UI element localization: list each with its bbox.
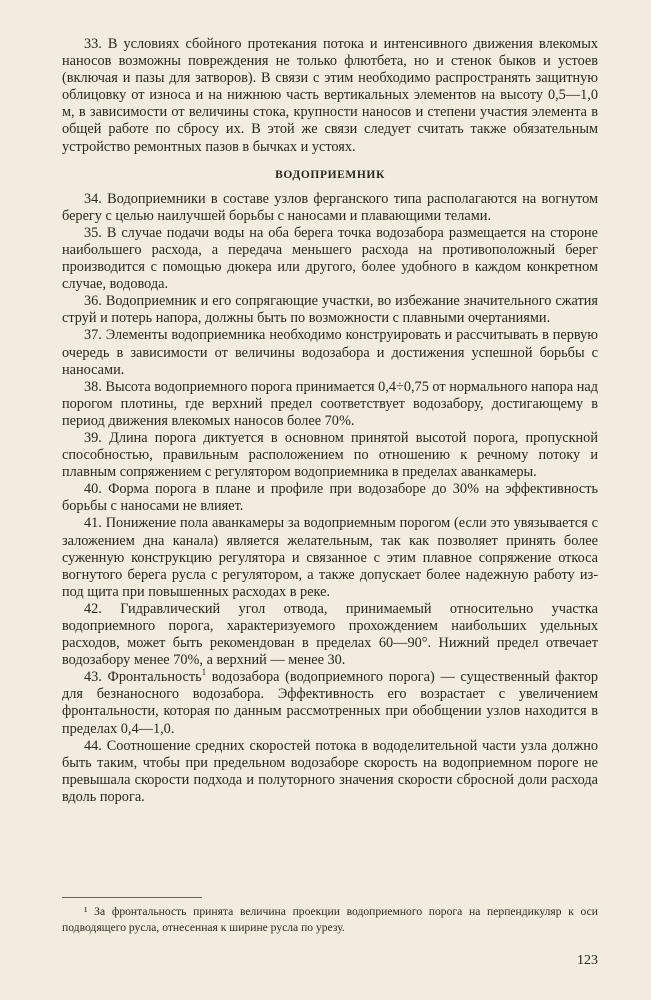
paragraph-39: 39. Длина порога диктуется в основном принятой высотой порога, пропускной способностью, правильным расположением по отношению к речному потоку и плавным сопряжением с регулятором водоприемника в пределах аванкамеры. xyxy=(62,429,598,481)
paragraph-36: 36. Водоприемник и его сопрягающие участки, во избежание значительного сжатия струй и потерь напора, должны быть по возможности с плавными очертаниями. xyxy=(62,293,598,327)
footnote-text: ¹ За фронтальность принята величина проекции водоприемного порога на перпендикуляр к оси подводящего русла, отнесенная к ширине русла по урезу. xyxy=(62,905,598,934)
paragraph-43 xyxy=(62,669,598,737)
page-number: 123 xyxy=(577,953,598,968)
paragraph-35: 35. В случае подачи воды на оба берега точка водозабора размещается на стороне наибольшего расхода, а передача меньшего расхода на противоположный берег производится с помощью дюкера или другого, более удобного в каждом конкретном случае, водовода. xyxy=(62,224,598,293)
paragraph-42: 42. Гидравлический угол отвода, принимаемый относительно участка водоприемного порога, характеризуемого прохождением наибольших удельных расходов, может быть рекомендован в пределах 60—90°. Нижний предел отвечает водозабору менее 70%, а верхний — менее 30. xyxy=(62,600,598,669)
body-text xyxy=(62,36,598,806)
footnote-divider xyxy=(62,897,202,898)
footnote xyxy=(62,904,598,936)
paragraph-43-rest: водозабора (водоприемного порога) — существенный фактор для безнаносного водозабора. Эффективность его возрастает с увеличением фронтальности, которая по данным рассмотренных при обобщении узлов находится в пределах 0,4—1,0. xyxy=(62,669,598,737)
paragraph-34: 34. Водоприемники в составе узлов ферганского типа располагаются на вогнутом берегу с целью наилучшей борьбы с наносами и плавающими телами. xyxy=(62,190,598,224)
paragraph-38: 38. Высота водоприемного порога принимается 0,4÷0,75 от нормального напора над порогом плотины, где верхний предел соответствует водозабору, достигающему в период движения влекомых наносов более 70%. xyxy=(62,378,598,429)
paragraph-44: 44. Соотношение средних скоростей потока в вододелительной части узла должно быть таким, чтобы при предельном водозаборе скорость на водоприемном пороге не превышала скорости подхода и полуторного значения скорости сбросной доли расхода вдоль порога. xyxy=(62,737,598,805)
paragraph-40: 40. Форма порога в плане и профиле при водозаборе до 30% на эффективность борьбы с наносами не влияет. xyxy=(62,481,598,515)
footnote-marker: 1 xyxy=(201,667,207,678)
paragraph-37: 37. Элементы водоприемника необходимо конструировать и рассчитывать в первую очередь в зависимости от величины водозабора и достижения успешной борьбы с наносами. xyxy=(62,327,598,378)
paragraph-43-start: 43. Фронтальность xyxy=(84,669,202,686)
paragraph-41: 41. Понижение пола аванкамеры за водоприемным порогом (если это увязывается с заложением дна канала) является желательным, так как позволяет принять более суженную конструкцию регулятора и связанное с этим плавное сопряжение откоса вогнутого берега русла с регулятором, а также допускает более надежную работу из-под щита при повышенных расходах в реке. xyxy=(62,515,598,600)
section-heading: ВОДОПРИЕМНИК xyxy=(275,168,385,181)
paragraph-33: 33. В условиях сбойного протекания потока и интенсивного движения влекомых наносов возможны повреждения не только флютбета, но и стенок быков и устоев (включая и пазы для затворов). В связи с этим необходимо распространять защитную облицовку от износа и на нижнюю часть вертикальных элементов на высоту 0,5—1,0 м, в зависимости от величины стока, крупности наносов и степени участия элемента в общей работе по сбросу их. В этой же связи следует считать также обязательным устройство ремонтных пазов в бычках и устоях. xyxy=(62,36,598,155)
